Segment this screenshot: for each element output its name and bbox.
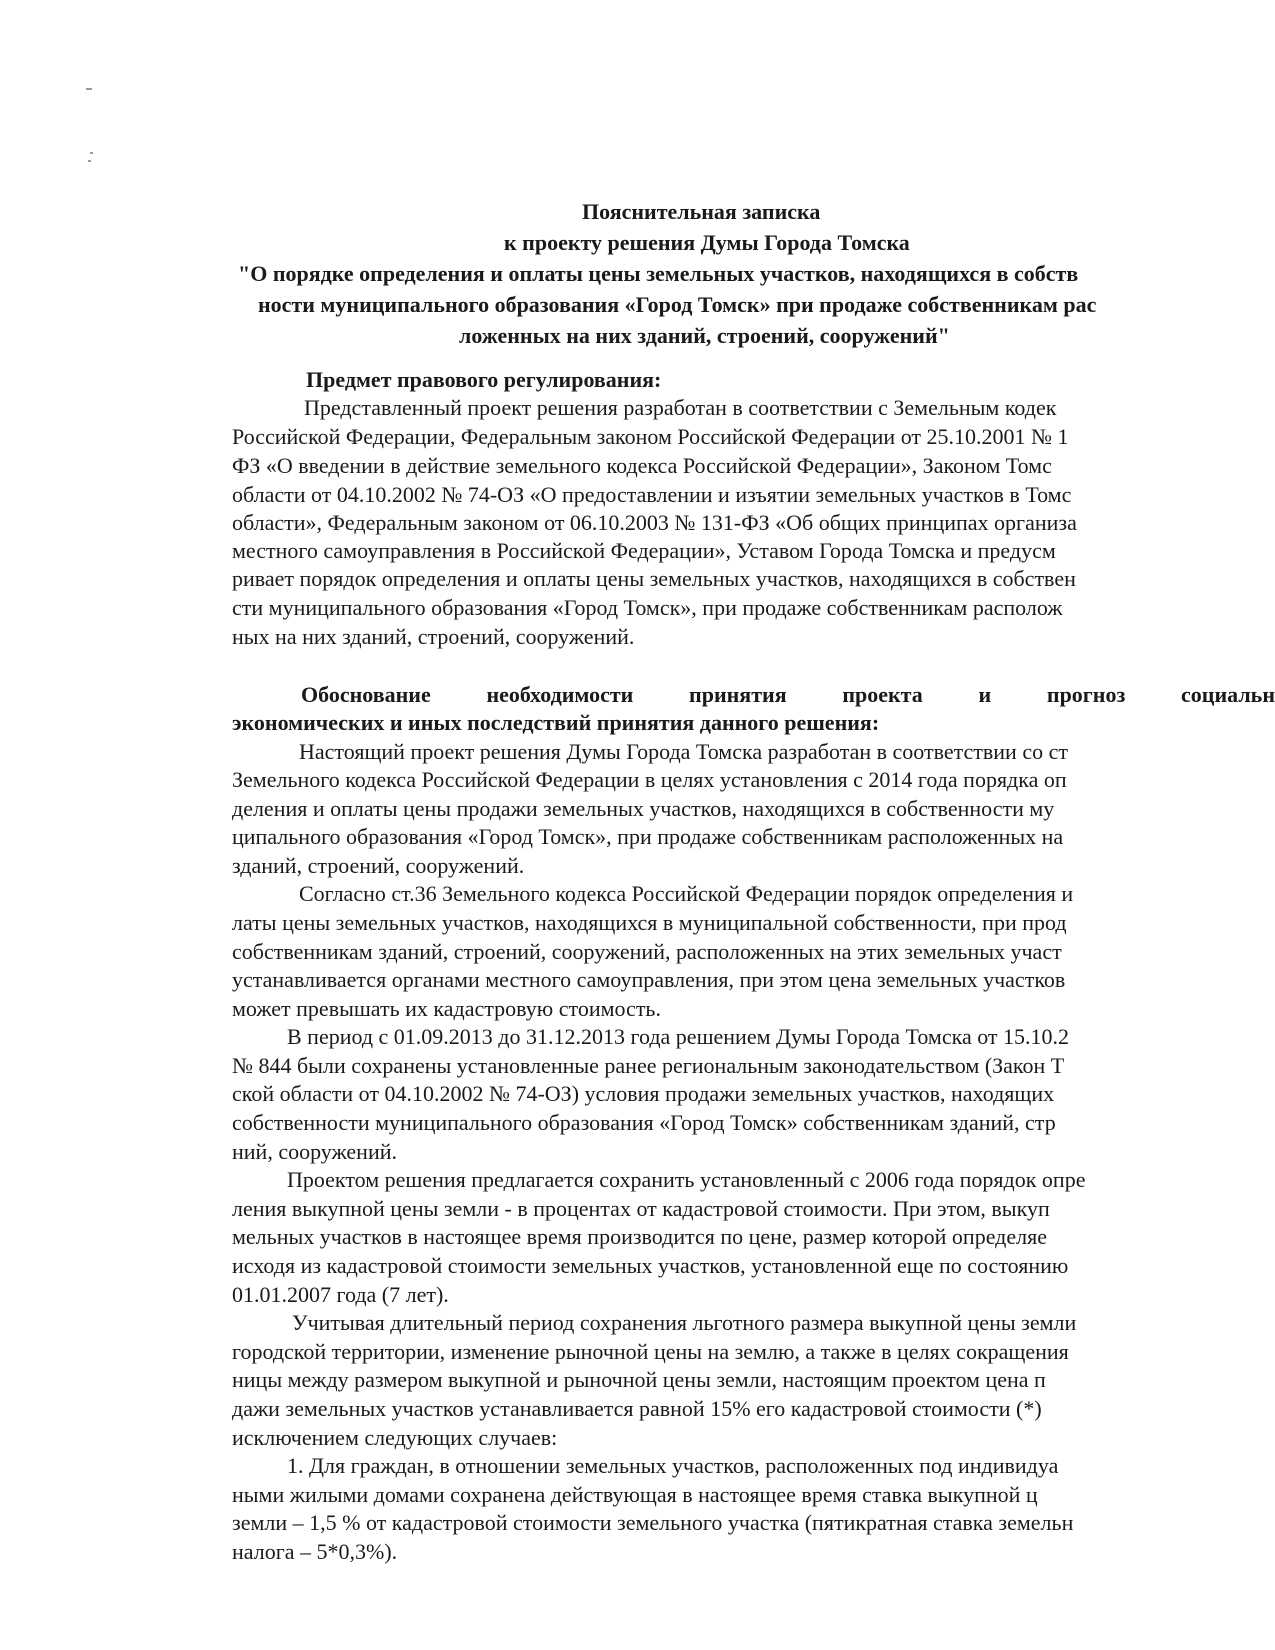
- title-line: [232, 196, 1275, 227]
- section-heading: Предмет правового регулирования:: [306, 367, 662, 392]
- heading-word: проекта: [842, 682, 923, 707]
- title-line-4: ности муниципального образования «Город Томск» при продаже собственникам рас: [258, 292, 1097, 317]
- paragraph-line: городской территории, изменение рыночной цены на землю, а также в целях сокращения: [232, 1339, 1069, 1364]
- scan-mark: [86, 88, 92, 90]
- paragraph-line: области», Федеральным законом от 06.10.2003 № 131-ФЗ «Об общих принципах организа: [232, 510, 1077, 535]
- paragraph-line: мельных участков в настоящее время производится по цене, размер которой определяе: [232, 1224, 1047, 1249]
- title-line: [232, 227, 1275, 258]
- heading-word: принятия: [689, 682, 787, 707]
- title-line-2: к проекту решения Думы Города Томска: [504, 230, 910, 255]
- paragraph-line: сти муниципального образования «Город Томск», при продаже собственникам располож: [232, 595, 1063, 620]
- title-line-1: Пояснительная записка: [582, 199, 821, 224]
- document-title: [232, 196, 1275, 351]
- heading-word: Обоснование: [301, 682, 431, 707]
- paragraph-line: исходя из кадастровой стоимости земельных участков, установленной еще по состоянию: [232, 1253, 1069, 1278]
- paragraph-line: латы цены земельных участков, находящихся в муниципальной собственности, при прод: [232, 910, 1067, 935]
- section-heading: [301, 681, 1275, 709]
- paragraph-line: ципального образования «Город Томск», при продаже собственникам расположенных на: [232, 824, 1064, 849]
- paragraph-line: собственникам зданий, строений, сооружений, расположенных на этих земельных участ: [232, 939, 1062, 964]
- title-line-5: ложенных на них зданий, строений, сооружений": [459, 323, 950, 348]
- paragraph-line: дажи земельных участков устанавливается равной 15% его кадастровой стоимости (*): [232, 1396, 1042, 1421]
- paragraph-line: В период с 01.09.2013 до 31.12.2013 года решением Думы Города Томска от 15.10.2: [287, 1024, 1070, 1049]
- paragraph-line: ления выкупной цены земли - в процентах от кадастровой стоимости. При этом, выкуп: [232, 1196, 1050, 1221]
- title-line-3: "О порядке определения и оплаты цены земельных участков, находящихся в собств: [238, 261, 1079, 286]
- heading-word: прогноз: [1046, 682, 1126, 707]
- scan-mark: [88, 160, 91, 162]
- paragraph-line: Настоящий проект решения Думы Города Томска разработан в соответствии со ст: [299, 739, 1068, 764]
- paragraph-line: ных на них зданий, строений, сооружений.: [232, 624, 635, 649]
- paragraph-line: деления и оплаты цены продажи земельных участков, находящихся в собственности му: [232, 796, 1055, 821]
- paragraph-line: Представленный проект решения разработан в соответствии с Земельным кодек: [304, 395, 1057, 420]
- paragraph-line: Земельного кодекса Российской Федерации в целях установления с 2014 года порядка оп: [232, 767, 1067, 792]
- heading-word: необходимости: [486, 682, 634, 707]
- paragraph-line: 01.01.2007 года (7 лет).: [232, 1282, 449, 1307]
- paragraph-line: устанавливается органами местного самоуправления, при этом цена земельных участков: [232, 967, 1066, 992]
- paragraph-line: Учитывая длительный период сохранения льготного размера выкупной цены земли: [292, 1310, 1077, 1335]
- section-heading-line-2: экономических и иных последствий принятия данного решения:: [232, 710, 880, 735]
- paragraph-line: зданий, строений, сооружений.: [232, 853, 525, 878]
- scan-mark: [90, 152, 93, 154]
- paragraph-line: ницы между размером выкупной и рыночной цены земли, настоящим проектом цена п: [232, 1367, 1046, 1392]
- title-line: [232, 258, 1275, 289]
- heading-word: и: [978, 682, 992, 707]
- paragraph-line: ний, сооружений.: [232, 1139, 397, 1164]
- paragraph-line: может превышать их кадастровую стоимость.: [232, 996, 661, 1021]
- paragraph-line: ривает порядок определения и оплаты цены земельных участков, находящихся в собствен: [232, 566, 1076, 591]
- paragraph-line: местного самоуправления в Российской Федерации», Уставом Города Томска и предусм: [232, 538, 1056, 563]
- paragraph-line: № 844 были сохранены установленные ранее региональным законодательством (Закон Т: [232, 1053, 1065, 1078]
- paragraph-line: ской области от 04.10.2002 № 74-ОЗ) условия продажи земельных участков, находящих: [232, 1081, 1055, 1106]
- paragraph-line: собственности муниципального образования «Город Томск» собственникам зданий, стр: [232, 1110, 1056, 1135]
- paragraph-line: 1. Для граждан, в отношении земельных участков, расположенных под индивидуа: [287, 1453, 1059, 1478]
- paragraph-line: области от 04.10.2002 № 74-ОЗ «О предоставлении и изъятии земельных участков в Томс: [232, 482, 1072, 507]
- paragraph-line: Российской Федерации, Федеральным законом Российской Федерации от 25.10.2001 № 1: [232, 424, 1069, 449]
- paragraph-line: Согласно ст.36 Земельного кодекса Российской Федерации порядок определения и: [299, 881, 1074, 906]
- paragraph-line: Проектом решения предлагается сохранить установленный с 2006 года порядок опре: [287, 1167, 1086, 1192]
- title-line: [232, 289, 1275, 320]
- title-line: [232, 320, 1275, 351]
- paragraph-line: налога – 5*0,3%).: [232, 1539, 398, 1564]
- heading-word: социальн: [1181, 682, 1275, 707]
- paragraph-line: исключением следующих случаев:: [232, 1425, 558, 1450]
- paragraph-line: ными жилыми домами сохранена действующая в настоящее время ставка выкупной ц: [232, 1482, 1038, 1507]
- paragraph-line: земли – 1,5 % от кадастровой стоимости земельного участка (пятикратная ставка земельн: [232, 1510, 1074, 1535]
- paragraph-line: ФЗ «О введении в действие земельного кодекса Российской Федерации», Законом Томс: [232, 453, 1052, 478]
